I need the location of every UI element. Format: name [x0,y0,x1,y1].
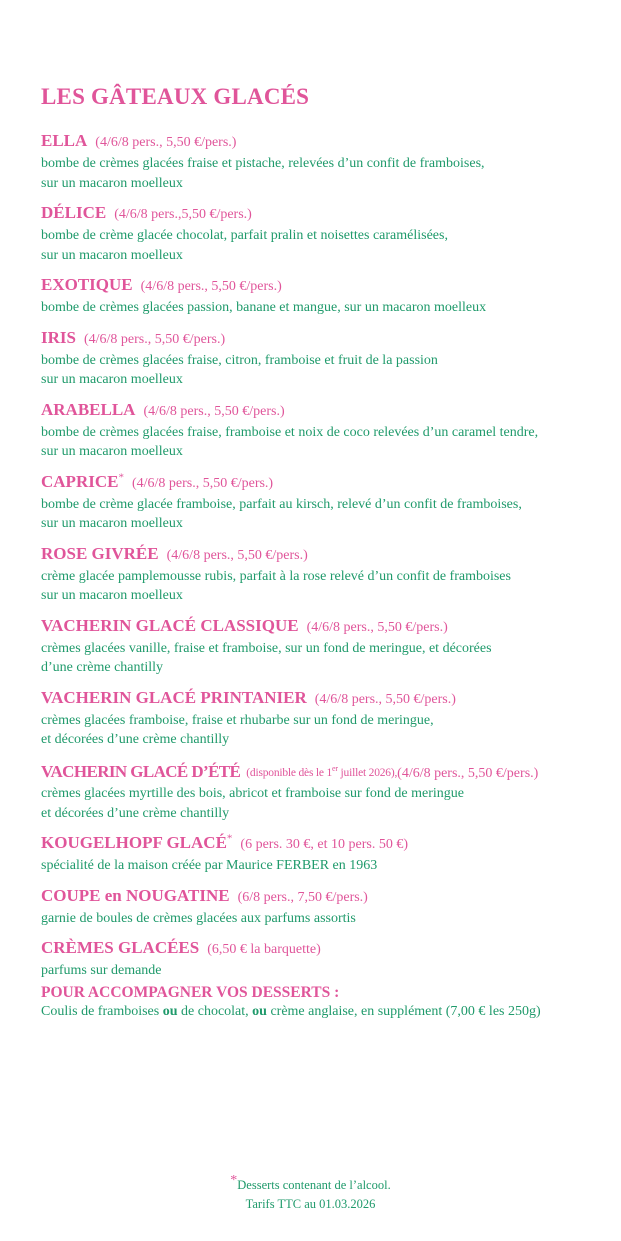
item-desc: bombe de crèmes glacées fraise, citron, framboise et fruit de la passion [41,352,438,368]
item-price: (6,50 € la barquette) [207,942,321,958]
item-name: ROSE GIVRÉE [41,543,159,563]
or-word: ou [162,1004,178,1019]
availability-text: (disponible dès le 1 [246,767,333,780]
menu-item-exotique [41,274,611,318]
item-name: KOUGELHOPF GLACÉ [41,833,227,853]
item-name: EXOTIQUE [41,275,133,294]
item-desc: d’une crème chantilly [41,660,164,675]
item-name: IRIS [41,327,76,347]
menu-item-rose-givree [41,543,611,606]
item-desc: garnie de boules de crèmes glacées aux parfums assortis [41,910,356,926]
item-desc: bombe de crèmes glacées fraise, framboise et noix de coco relevées d’un caramel tendre, [41,424,539,440]
footer [0,1172,621,1214]
accompaniments-part: Coulis de framboises [41,1004,163,1019]
item-desc: parfums sur demande [41,963,162,979]
item-desc: spécialité de la maison créée par Maurice FERBER en 1963 [41,858,378,874]
accompaniments-section [41,984,541,1022]
item-name: VACHERIN GLACÉ CLASSIQUE [41,615,299,635]
item-price: (4/6/8 pers., 5,50 €/pers.) [83,331,226,347]
page-title: LES GÂTEAUX GLACÉS [41,84,310,109]
item-price: (4/6/8 pers., 5,50 €/pers.) [314,691,456,707]
item-desc: bombe de crèmes glacées fraise et pistache, relevées d’un confit de framboises, [41,156,485,171]
or-word: ou [252,1004,267,1019]
item-desc: crèmes glacées vanille, fraise et framboise, sur un fond de meringue, et décorées [41,640,492,656]
item-name: VACHERIN GLACÉ D’ÉTÉ [41,761,241,781]
item-name: ARABELLA [41,399,136,419]
item-price: (4/6/8 pers., 5,50 €/pers.) [140,279,282,294]
menu-item-kougelhopf [41,832,611,876]
item-desc: bombe de crèmes glacées passion, banane et mangue, sur un macaron moelleux [41,300,487,315]
item-name: VACHERIN GLACÉ PRINTANIER [41,687,307,707]
item-desc: crème glacée pamplemousse rubis, parfait à la rose relevé d’un confit de framboises [41,568,511,584]
accompaniments-text [41,1002,541,1022]
item-name: COUPE en NOUGATINE [41,885,230,905]
item-price: (4/6/8 pers.,5,50 €/pers.) [114,207,252,222]
item-desc: et décorées d’une crème chantilly [41,805,230,821]
alcohol-note [0,1172,621,1195]
tarifs-note: Tarifs TTC au 01.03.2026 [245,1197,376,1211]
menu-item-vacherin-ete [41,759,611,824]
item-price: (6/8 pers., 7,50 €/pers.) [237,889,368,905]
accompaniments-title: POUR ACCOMPAGNER VOS DESSERTS : [41,984,340,1001]
item-desc: crèmes glacées framboise, fraise et rhubarbe sur un fond de meringue, [41,712,434,728]
accompaniments-part: crème anglaise, en supplément (7,00 € les 250g) [266,1004,541,1019]
alcohol-star: * [118,471,124,484]
item-desc: et décorées d’une crème chantilly [41,732,230,747]
item-name: CAPRICE [41,471,119,491]
item-desc: sur un macaron moelleux [41,516,183,531]
item-desc: crèmes glacées myrtille des bois, abricot et framboise sur fond de meringue [41,786,464,802]
alcohol-star: * [226,833,233,845]
menu-item-vacherin-classique [41,615,611,678]
menu-item-iris [41,327,611,390]
item-price: (4/6/8 pers., 5,50 €/pers.) [306,619,448,635]
footnote-star: * [230,1172,238,1188]
item-desc: bombe de crème glacée framboise, parfait au kirsch, relevé d’un confit de framboises, [41,496,522,512]
menu-list [41,130,611,990]
item-price: (4/6/8 pers., 5,50 €/pers.) [95,135,237,150]
item-price: (4/6/8 pers., 5,50 €/pers.) [143,403,285,419]
accompaniments-part: de chocolat, [177,1004,253,1019]
item-desc: sur un macaron moelleux [41,588,183,603]
item-desc: sur un macaron moelleux [41,247,183,263]
menu-item-ella [41,130,611,193]
item-desc: sur un macaron moelleux [41,372,183,387]
menu-item-caprice [41,471,611,534]
item-desc: sur un macaron moelleux [41,444,183,459]
menu-item-cremes-glacees [41,937,611,981]
item-name: DÉLICE [41,203,107,222]
item-name: ELLA [41,131,88,150]
alcohol-note-text: Desserts contenant de l’alcool. [237,1178,391,1192]
availability-text: juillet 2026), [337,767,398,780]
menu-item-coupe-nougatine [41,885,611,929]
item-price: (4/6/8 pers., 5,50 €/pers.) [397,765,539,781]
availability-note [246,764,398,780]
item-price: (6 pers. 30 €, et 10 pers. 50 €) [240,837,408,853]
menu-item-delice [41,202,611,265]
item-price: (4/6/8 pers., 5,50 €/pers.) [131,475,274,491]
menu-item-vacherin-printanier [41,687,611,750]
availability-sup: er [332,764,338,774]
item-desc: sur un macaron moelleux [41,175,183,191]
item-name: CRÈMES GLACÉES [41,938,200,958]
menu-item-arabella [41,399,611,462]
item-desc: bombe de crème glacée chocolat, parfait pralin et noisettes caramélisées, [41,228,448,243]
item-price: (4/6/8 pers., 5,50 €/pers.) [166,547,308,563]
